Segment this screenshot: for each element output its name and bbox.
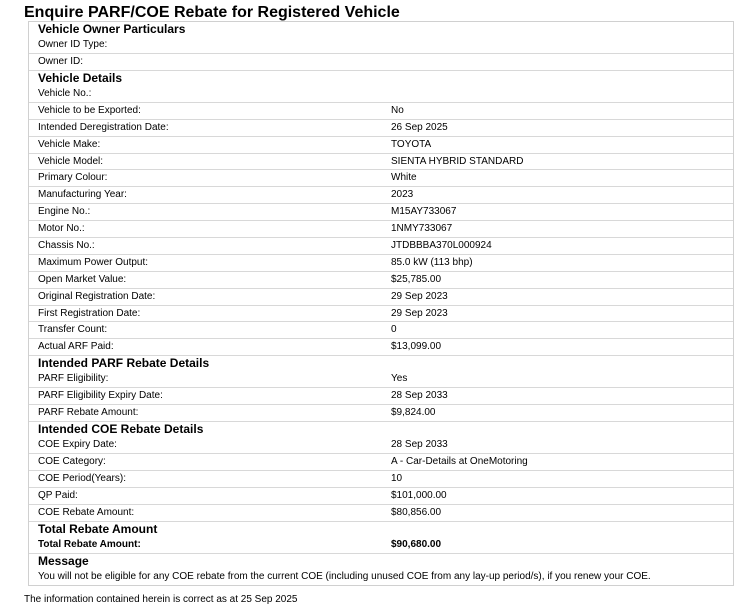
row-vehicle-make <box>29 137 733 154</box>
row-total-rebate <box>29 537 733 554</box>
row-primary-colour <box>29 170 733 187</box>
field-value: SIENTA HYBRID STANDARD <box>391 155 524 167</box>
field-label: Owner ID: <box>38 55 84 67</box>
field-label: Motor No.: <box>38 223 85 235</box>
row-motor-no <box>29 221 733 238</box>
row-engine-no <box>29 204 733 221</box>
section-heading-owner: Vehicle Owner Particulars <box>38 22 186 36</box>
field-label: Total Rebate Amount: <box>38 538 141 550</box>
row-arf-paid <box>29 339 733 356</box>
row-dereg-date <box>29 120 733 137</box>
field-label: Manufacturing Year: <box>38 189 127 201</box>
field-value: $25,785.00 <box>391 273 442 285</box>
row-original-reg-date <box>29 289 733 306</box>
field-value: $13,099.00 <box>391 341 442 353</box>
row-coe-expiry <box>29 437 733 454</box>
field-value: 28 Sep 2033 <box>391 390 448 402</box>
field-label: COE Rebate Amount: <box>38 506 135 518</box>
row-coe-category <box>29 454 733 471</box>
field-value: 29 Sep 2023 <box>391 307 448 319</box>
section-heading-message: Message <box>38 553 89 568</box>
field-label: Engine No.: <box>38 206 91 218</box>
field-value: 29 Sep 2023 <box>391 290 448 302</box>
rebate-details-table <box>28 21 734 586</box>
field-label: Transfer Count: <box>38 324 108 336</box>
row-transfer-count <box>29 322 733 339</box>
field-value: $9,824.00 <box>391 407 436 419</box>
footer-note: The information contained herein is correct as at 25 Sep 2025 <box>24 594 298 605</box>
row-manufacturing-year <box>29 187 733 204</box>
field-value: JTDBBBA370L000924 <box>391 239 492 251</box>
field-label: Open Market Value: <box>38 273 127 285</box>
row-max-power <box>29 255 733 272</box>
field-label: Vehicle to be Exported: <box>38 104 141 116</box>
field-value: 1NMY733067 <box>391 223 453 235</box>
field-label: Owner ID Type: <box>38 39 108 51</box>
row-parf-eligibility <box>29 371 733 388</box>
section-heading-total: Total Rebate Amount <box>38 521 158 536</box>
field-label: Vehicle Model: <box>38 155 104 167</box>
message-row <box>29 569 733 586</box>
row-chassis-no <box>29 238 733 255</box>
field-value: Yes <box>391 373 408 385</box>
row-parf-amount <box>29 405 733 422</box>
field-value: $101,000.00 <box>391 489 447 501</box>
field-value: 2023 <box>391 189 414 201</box>
field-value: $80,856.00 <box>391 506 442 518</box>
row-first-reg-date <box>29 306 733 323</box>
page-title: Enquire PARF/COE Rebate for Registered Vehicle <box>24 4 400 21</box>
field-value: M15AY733067 <box>391 206 457 218</box>
field-label: Vehicle Make: <box>38 138 101 150</box>
field-value: 26 Sep 2025 <box>391 121 448 133</box>
field-label: Primary Colour: <box>38 172 108 184</box>
field-label: COE Category: <box>38 455 106 467</box>
message-text: You will not be eligible for any COE rebate from the current COE (including unused COE from any lay-up period/s), if you renew your COE. <box>38 570 651 582</box>
field-value: TOYOTA <box>391 138 432 150</box>
field-value: A - Car-Details at OneMotoring <box>391 455 528 467</box>
row-owner-id <box>29 54 733 71</box>
field-value: 28 Sep 2033 <box>391 439 448 451</box>
row-vehicle-exported <box>29 103 733 120</box>
section-heading-vehicle: Vehicle Details <box>38 70 123 85</box>
field-label: PARF Rebate Amount: <box>38 407 139 419</box>
field-label: Original Registration Date: <box>38 290 156 302</box>
field-label: Chassis No.: <box>38 239 95 251</box>
row-parf-expiry <box>29 388 733 405</box>
field-label: COE Expiry Date: <box>38 439 117 451</box>
row-omv <box>29 272 733 289</box>
row-qp-paid <box>29 488 733 505</box>
row-vehicle-no <box>29 86 733 103</box>
row-coe-rebate-amount <box>29 505 733 522</box>
row-vehicle-model <box>29 154 733 171</box>
field-label: Maximum Power Output: <box>38 256 149 268</box>
field-label: First Registration Date: <box>38 307 141 319</box>
total-rebate-value: $90,680.00 <box>391 538 442 550</box>
field-value: 10 <box>391 472 403 484</box>
field-label: PARF Eligibility: <box>38 373 109 385</box>
row-owner-id-type <box>29 37 733 54</box>
field-label: Actual ARF Paid: <box>38 341 114 353</box>
field-value: White <box>391 172 417 184</box>
field-value: 85.0 kW (113 bhp) <box>391 256 473 268</box>
field-value: 0 <box>391 324 397 336</box>
field-label: QP Paid: <box>38 489 78 501</box>
field-label: COE Period(Years): <box>38 472 126 484</box>
field-label: Vehicle No.: <box>38 87 92 99</box>
field-label: Intended Deregistration Date: <box>38 121 169 133</box>
field-value: No <box>391 104 404 116</box>
field-label: PARF Eligibility Expiry Date: <box>38 390 163 402</box>
row-coe-period <box>29 471 733 488</box>
section-heading-coe: Intended COE Rebate Details <box>38 421 204 436</box>
section-heading-parf: Intended PARF Rebate Details <box>38 356 210 371</box>
